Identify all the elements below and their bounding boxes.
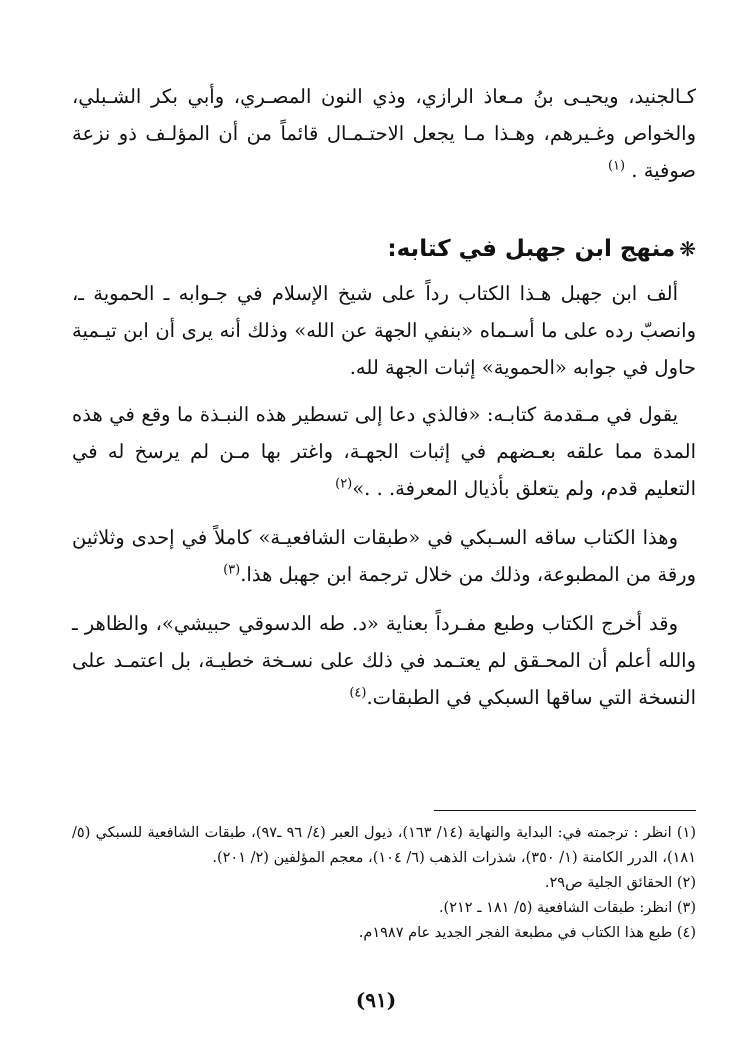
body-paragraph-1 <box>72 275 696 386</box>
body-paragraph-1-text: ألف ابن جهبل هـذا الكتاب رداً على شيخ الإسلام في جـوابه ـ الحموية ـ، وانصبّ رده على ما أسـماه «بنفي الجهة عن الله» وذلك أنه يرى أن ابن تيـمية حاول في جوابه «الحموية» إثبات الجهة لله. <box>72 282 696 379</box>
body-paragraph-4-text: وقد أخرج الكتاب وطبع مفـرداً بعناية «د. طه الدسوقي حبيشي»، والظاهر ـ والله أعلم أن المحـقق لم يعتـمد في ذلك على نسـخة خطيـة، بل اعتمـد على النسخة التي ساقها السبكي في الطبقات. <box>72 612 696 709</box>
page-body <box>72 78 696 716</box>
body-paragraph-2 <box>72 396 696 507</box>
section-heading-text: منهج ابن جهبل في كتابه: <box>387 236 676 262</box>
footnotes-section <box>72 810 696 946</box>
section-heading <box>72 229 696 269</box>
body-paragraph-2-text: يقول في مـقدمة كتابـه: «فالذي دعا إلى تسطير هذه النبـذة ما وقع في هذه المدة مما علقه بعـضهم في إثبات الجهـة، واغتر بها مـن لم يرسخ له في التعليم قدم، ولم يتعلق بأذيال المعرفة. . .» <box>72 403 696 500</box>
footnote-3: (٣) انظر: طبقات الشافعية (٥/ ١٨١ ـ ٢١٢). <box>438 900 696 916</box>
footnote-4: (٤) طبع هذا الكتاب في مطبعة الفجر الجديد عام ١٩٨٧م. <box>358 925 696 941</box>
page-number: (٩١) <box>355 988 397 1012</box>
footnote-ref-1: (١) <box>607 158 626 174</box>
intro-paragraph-text: كـالجنيد، ويحيـى بنُ مـعاذ الرازي، وذي النون المصـري، وأبي بكر الشـبلي، والخواص وغـيرهم، وهـذا مـا يجعل الاحتـمـال قائماً من أن المؤلـف ذو نزعة صوفية . <box>72 85 696 182</box>
footnote-ref-2: (٢) <box>335 476 353 492</box>
footnote-ref-4: (٤) <box>349 685 367 701</box>
footnote-2: (٢) الحقائق الجلية ص٢٩. <box>544 875 696 891</box>
body-paragraph-3 <box>72 519 696 593</box>
flower-ornament-icon: ❋ <box>679 237 696 261</box>
body-paragraph-3-text: وهذا الكتاب ساقه السـبكي في «طبقات الشافعيـة» كاملاً في إحدى وثلاثين ورقة من المطبوعة، وذلك من خلال ترجمة ابن جهبل هذا. <box>72 526 696 586</box>
intro-paragraph <box>72 78 696 189</box>
footnote-ref-3: (٣) <box>223 562 241 578</box>
footnote-divider <box>434 810 696 811</box>
footnote-1: (١) انظر : ترجمته في: البداية والنهاية (١٤/ ١٦٣)، ذيول العبر (٤/ ٩٦ ـ٩٧)، طبقات الشافعية للسبكي (٥/ ١٨١)، الدرر الكامنة (١/ ٣٥٠)، شذرات الذهب (٦/ ١٠٤)، معجم المؤلفين (٢/ ٢٠١). <box>72 825 697 866</box>
body-paragraph-4 <box>72 605 696 716</box>
